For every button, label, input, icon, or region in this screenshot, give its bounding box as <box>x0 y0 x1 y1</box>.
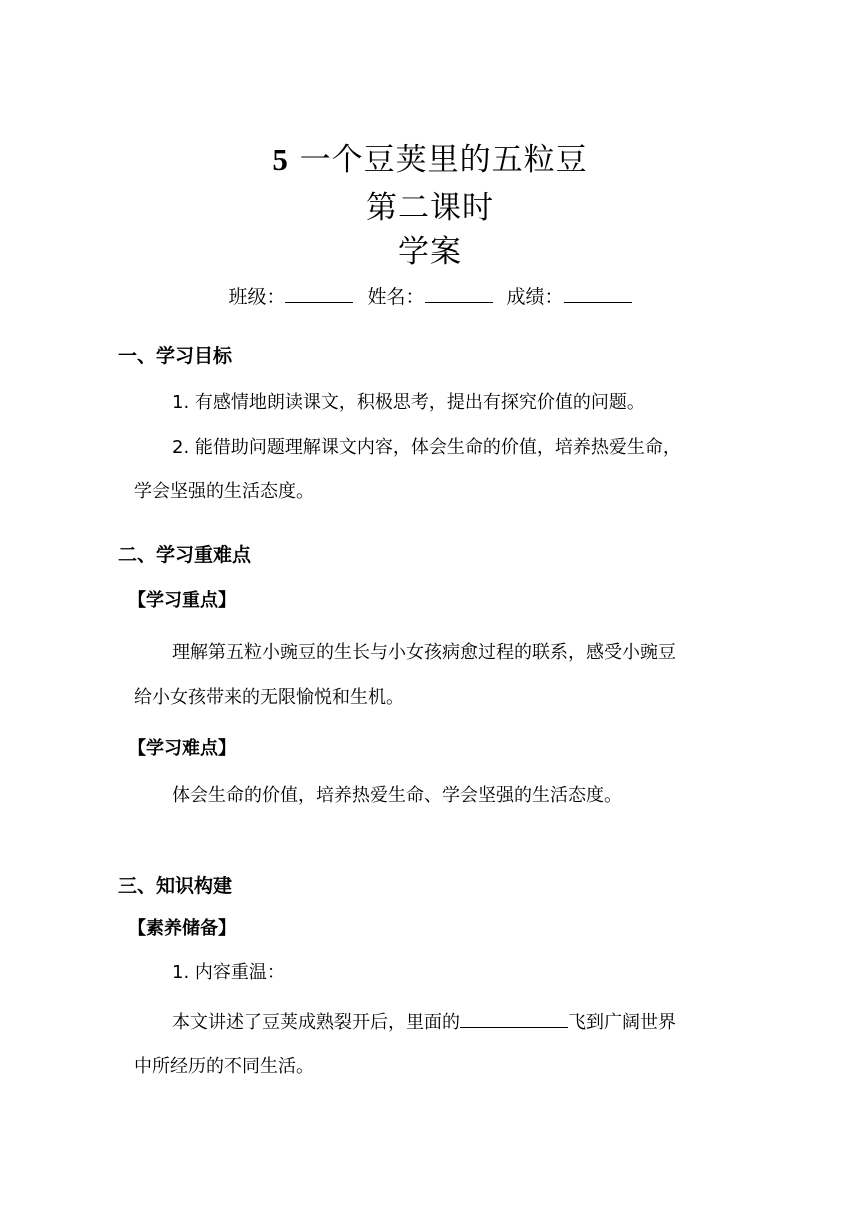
name-label: 姓名： <box>367 286 425 308</box>
lesson-number: 5 <box>272 142 289 177</box>
class-label: 班级： <box>228 286 286 308</box>
key-point-line2: 给小女孩带来的无限愉悦和生机。 <box>134 687 404 708</box>
lesson-title-text: 一个豆荚里的五粒豆 <box>299 142 588 178</box>
difficulty-text: 体会生命的价值，培养热爱生命、学会坚强的生活态度。 <box>172 785 622 806</box>
name-blank[interactable] <box>425 284 493 303</box>
difficulty-label: 【学习难点】 <box>128 738 236 759</box>
section-heading-knowledge: 三、知识构建 <box>118 875 233 897</box>
score-label: 成绩： <box>506 286 564 308</box>
document-type: 学案 <box>398 234 462 270</box>
student-info-line <box>0 282 860 312</box>
section-heading-key-points: 二、学习重难点 <box>118 544 252 566</box>
review-fill-blank[interactable] <box>460 1009 568 1028</box>
section-heading-goals: 一、学习目标 <box>118 345 233 367</box>
key-point-line1: 理解第五粒小豌豆的生长与小女孩病愈过程的联系，感受小豌豆 <box>172 642 676 663</box>
score-blank[interactable] <box>564 284 632 303</box>
goal-item-1: 1. 有感情地朗读课文，积极思考，提出有探究价值的问题。 <box>172 392 645 413</box>
class-blank[interactable] <box>285 284 353 303</box>
lesson-title <box>0 138 860 182</box>
goal-item-2-line2: 学会坚强的生活态度。 <box>134 481 314 502</box>
goal-item-2-line1: 2. 能借助问题理解课文内容，体会生命的价值，培养热爱生命， <box>172 437 681 458</box>
review-sentence-line2: 中所经历的不同生活。 <box>134 1056 314 1077</box>
lesson-period: 第二课时 <box>366 190 494 226</box>
review-text-before: 本文讲述了豆荚成熟裂开后，里面的 <box>172 1012 460 1033</box>
review-sentence-line1 <box>134 1008 772 1038</box>
review-label: 1. 内容重温： <box>172 962 285 983</box>
review-text-after: 飞到广阔世界 <box>568 1012 676 1033</box>
preparation-label: 【素养储备】 <box>128 918 236 939</box>
key-point-label: 【学习重点】 <box>128 590 236 611</box>
